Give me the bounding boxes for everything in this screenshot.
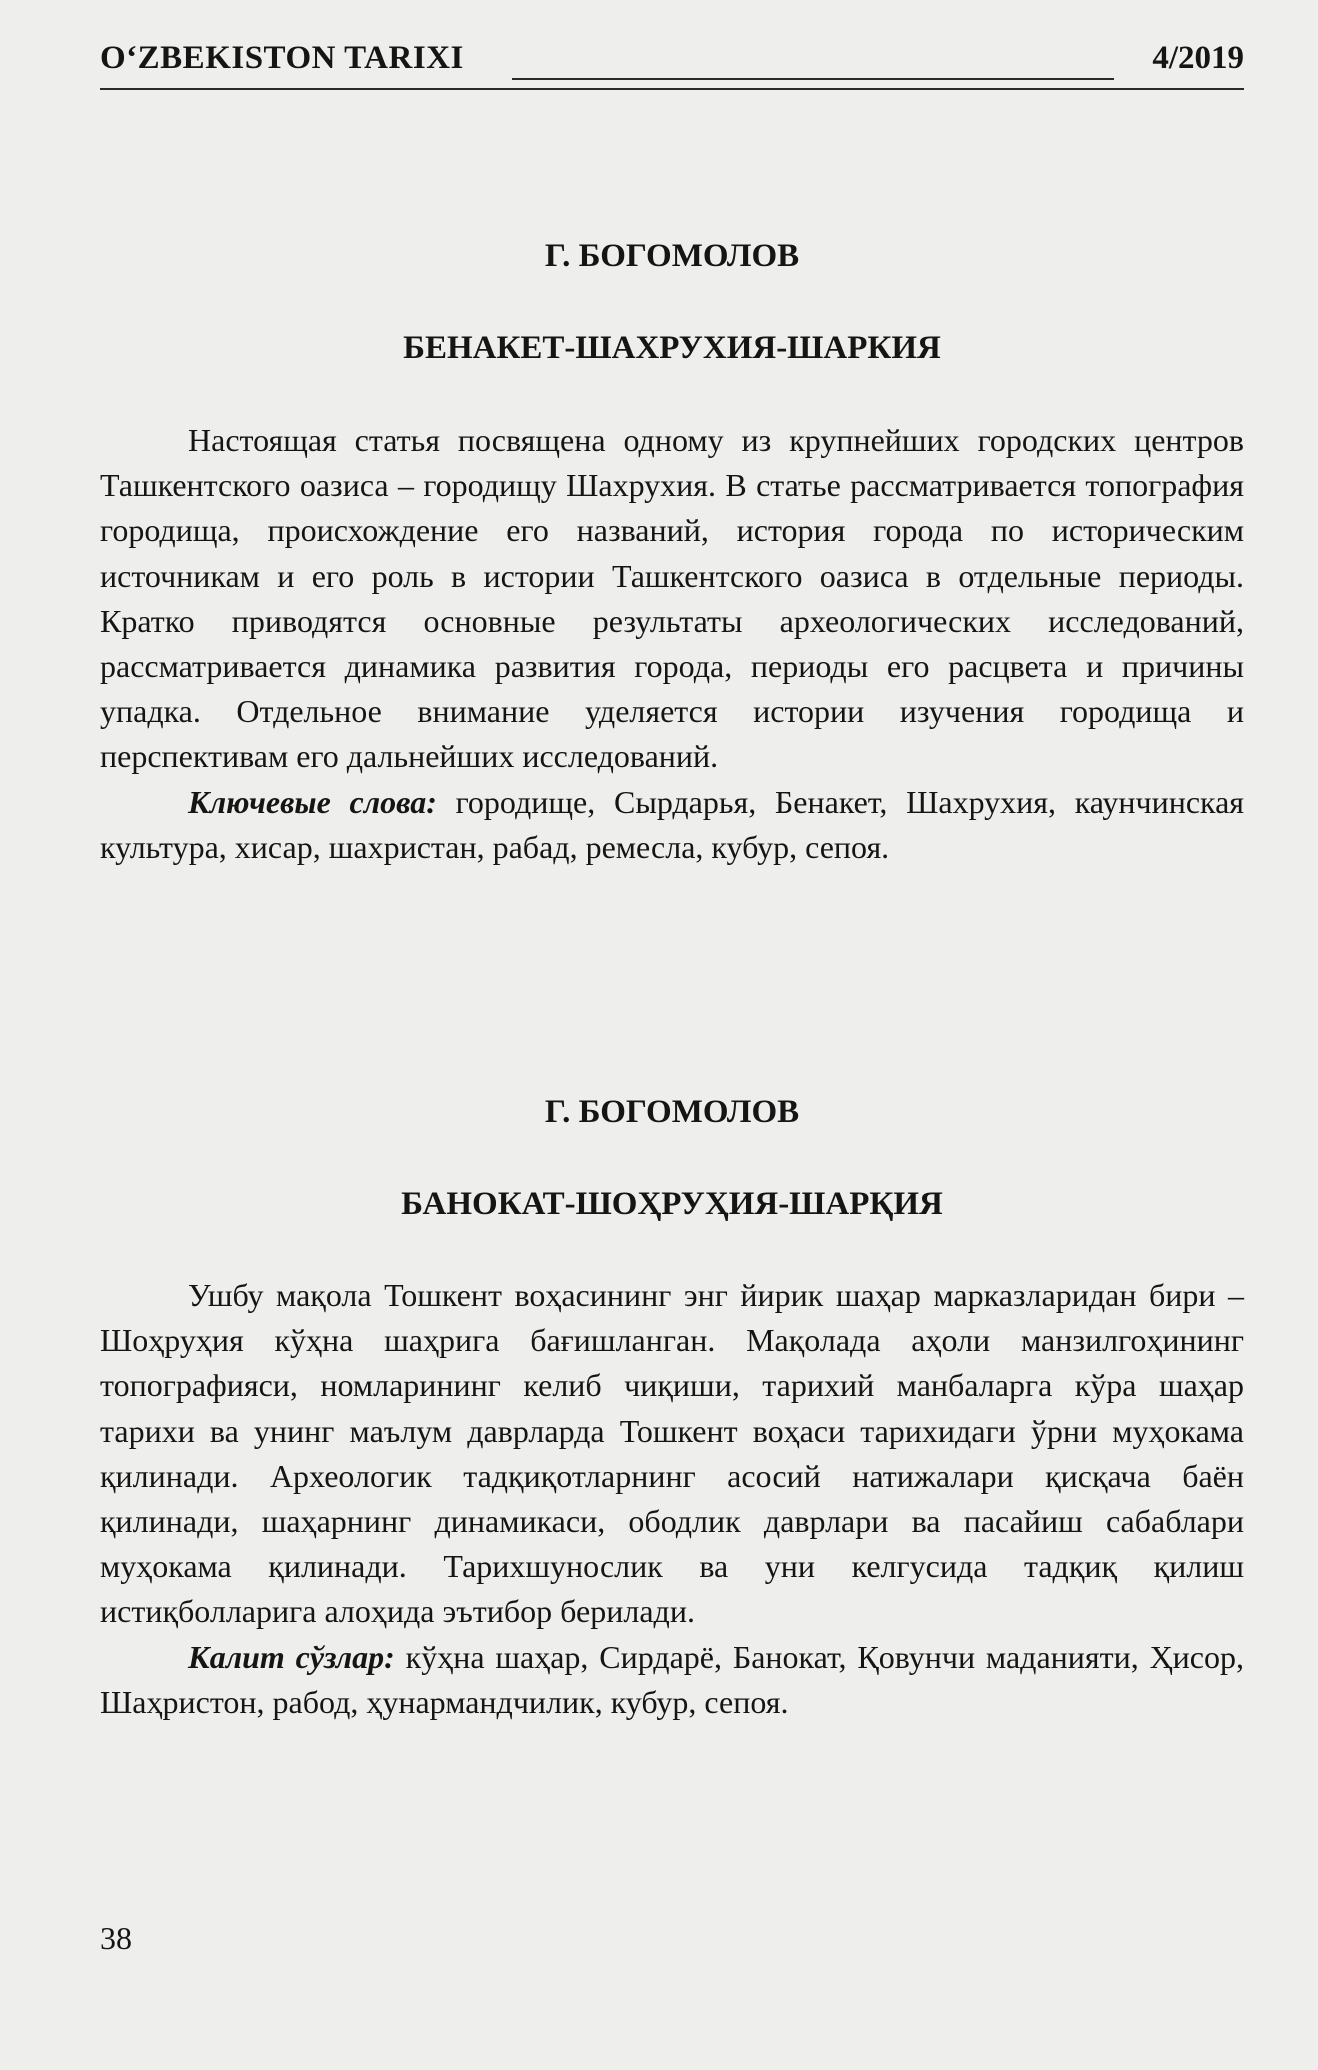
author-ru: Г. БОГОМОЛОВ (544, 238, 800, 274)
abstract-ru (100, 418, 1244, 870)
article-title-uz: БАНОКАТ-ШОҲРУҲИЯ-ШАРҚИЯ (401, 1186, 943, 1222)
running-header (100, 40, 1244, 90)
keywords-label-uz: Калит сўзлар: (188, 1638, 395, 1675)
journal-title: O‘ZBEKISTON TARIXI (100, 40, 464, 76)
abstract-uz-text: Ушбу мақола Тошкент воҳасининг энг йирик шаҳар марказларидан бири – Шоҳруҳия кўҳна шаҳрига бағишланган. Мақолада аҳоли манзилгоҳининг топографияси, номларининг келиб чиқиши, тарихий манбаларга кўра шаҳар тарихи ва унинг маълум даврларда Тошкент воҳаси тарихидаги ўрни муҳокама қилинади. Археологик тадқиқотларнинг асосий натижалари қисқача баён қилинади, шаҳарнинг динамикаси, ободлик даврлари ва пасайиш сабаблари муҳокама қилинади. Тарихшунослик ва уни келгусида тадқиқ қилиш истиқболларига алоҳида эътибор берилади. (100, 1277, 1244, 1630)
abstract-uz (100, 1273, 1244, 1725)
keywords-uz: кўҳна шаҳар, Сирдарё, Банокат, Қовунчи маданияти, Ҳисор, Шаҳристон, рабод, ҳунармандчилик, кубур, сепоя. (100, 1638, 1245, 1720)
article-title-ru: БЕНАКЕТ-ШАХРУХИЯ-ШАРКИЯ (403, 330, 941, 366)
issue-number: 4/2019 (1152, 40, 1244, 76)
page-number: 38 (100, 1920, 132, 1956)
header-rule (512, 78, 1114, 80)
keywords-label-ru: Ключевые слова: (188, 783, 437, 820)
author-uz: Г. БОГОМОЛОВ (544, 1094, 800, 1130)
abstract-ru-text: Настоящая статья посвящена одному из крупнейших городских центров Ташкентского оазиса – городищу Шахрухия. В статье рассматривается топография городища, происхождение его названий, история города по историческим источникам и его роль в истории Ташкентского оазиса в отдельные периоды. Кратко приводятся основные результаты археологических исследований, рассматривается динамика развития города, периоды его расцвета и причины упадка. Отдельное внимание уделяется истории изучения городища и перспективам его дальнейших исследований. (100, 422, 1244, 775)
keywords-ru: городище, Сырдарья, Бенакет, Шахрухия, каунчинская культура, хисар, шахристан, рабад, ремесла, кубур, сепоя. (100, 783, 1245, 865)
